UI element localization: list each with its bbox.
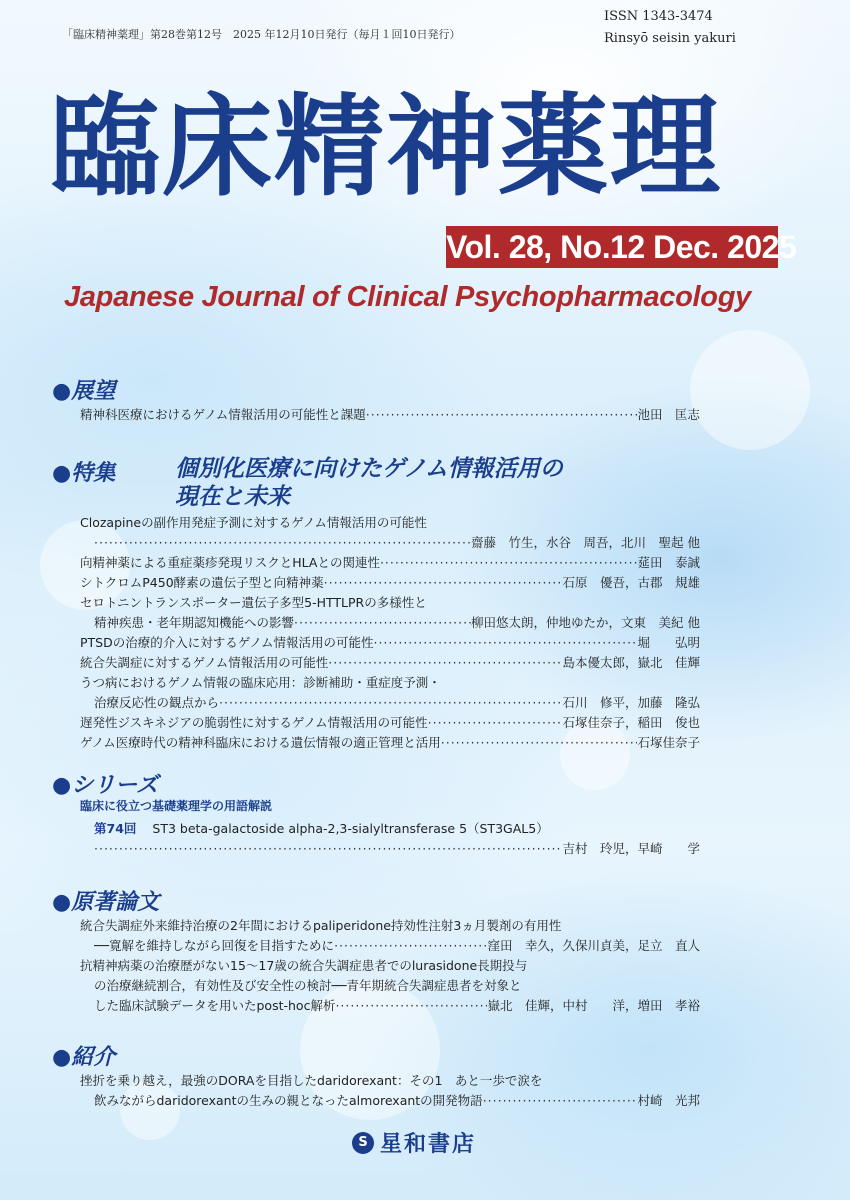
toc-entry[interactable]: [80, 654, 700, 672]
toc-entry[interactable]: [94, 977, 700, 995]
toc-entry[interactable]: [94, 840, 700, 858]
toc-entry-title: Clozapineの副作用発症予測に対するゲノム情報活用の可能性: [80, 515, 427, 530]
toc-entry[interactable]: [94, 997, 700, 1015]
toc-entry-author: 柳田悠太朗，仲地ゆたか，文東 美紀 他: [471, 615, 700, 630]
volume-banner: Vol. 28, No.12 Dec. 2025: [446, 226, 778, 268]
toc-leader: [380, 554, 638, 572]
feature-title-line1: 個別化医療に向けたゲノム情報活用の: [175, 456, 563, 482]
toc-entry-title: 抗精神病薬の治療歴がない15～17歳の統合失調症患者でのlurasidone長期投与: [80, 958, 528, 973]
toc-entry-author: 石塚佳奈子，稲田 俊也: [562, 715, 700, 730]
toc-leader: [334, 937, 487, 955]
issue-info: 「臨床精神薬理」第28巻第12号 2025 年12月10日発行（毎月１回10日発行）: [62, 28, 461, 41]
english-title: Japanese Journal of Clinical Psychopharmacology: [64, 281, 751, 313]
toc-entry-author: 村崎 光邦: [637, 1093, 700, 1108]
decorative-bubble: [690, 330, 810, 450]
publisher: [352, 1127, 476, 1158]
toc-entry-title: 精神科医療におけるゲノム情報活用の可能性と課題: [80, 407, 366, 422]
toc-entry-title: ST3 beta-galactoside alpha-2,3-sialyltransferase 5（ST3GAL5）: [152, 821, 549, 836]
toc-leader: [324, 574, 563, 592]
toc-entry-author: 石原 優吾，古郡 規雄: [562, 575, 700, 590]
toc-entry-author: 齋藤 竹生，水谷 周吾，北川 聖起 他: [471, 535, 700, 550]
toc-leader: [483, 1092, 638, 1110]
toc-entry[interactable]: [94, 694, 700, 712]
toc-entry-author: 石川 修平，加藤 隆弘: [562, 695, 700, 710]
toc-entry[interactable]: [94, 937, 700, 955]
toc-leader: [94, 534, 471, 552]
toc-entry[interactable]: [94, 1092, 700, 1110]
section-heading-tenbou: ●展望: [52, 379, 116, 404]
toc-entry[interactable]: [80, 594, 700, 612]
toc-entry-author: 島本優太郎，嶽北 佳輝: [562, 655, 700, 670]
toc-entry-title: 挫折を乗り越え，最強のDORAを目指したdaridorexant：その1 あと一歩で涙を: [80, 1073, 543, 1088]
toc-entry[interactable]: [80, 554, 700, 572]
toc-entry-title: 向精神薬による重症薬疹発現リスクとHLAとの関連性: [80, 555, 380, 570]
toc-entry-title: セロトニントランスポーター遺伝子多型5-HTTLPRの多様性と: [80, 595, 427, 610]
toc-entry[interactable]: [80, 917, 700, 935]
toc-leader: [294, 614, 471, 632]
toc-entry[interactable]: [80, 674, 700, 692]
toc-entry[interactable]: [80, 406, 700, 424]
publisher-logo-icon: S: [352, 1132, 374, 1154]
romaji-title: Rinsyō seisin yakuri: [604, 31, 736, 46]
feature-title: [175, 455, 563, 511]
toc-entry[interactable]: [80, 574, 700, 592]
toc-entry[interactable]: [80, 734, 700, 752]
toc-entry-title: の治療継続割合，有効性及び安全性の検討──青年期統合失調症患者を対象と: [94, 978, 522, 993]
toc-leader: [373, 634, 637, 652]
toc-entry[interactable]: [94, 820, 700, 838]
toc-entry-title: 飲みながらdaridorexantの生みの親となったalmorexantの開発物語: [94, 1093, 483, 1108]
toc-leader: [219, 694, 562, 712]
toc-leader: [428, 714, 563, 732]
toc-entry-author: 堀 弘明: [637, 635, 700, 650]
toc-entry-title: した臨床試験データを用いたpost-hoc解析: [94, 998, 336, 1013]
issn-number: ISSN 1343-3474: [604, 9, 713, 24]
toc-entry[interactable]: [80, 514, 700, 532]
toc-entry-author: 窪田 幸久，久保川貞美，足立 直人: [487, 938, 700, 953]
toc-entry-title: ──寛解を維持しながら回復を目指すために: [94, 938, 335, 953]
toc-entry-author: 吉村 玲児，早崎 学: [562, 841, 700, 856]
toc-entry[interactable]: [80, 1072, 700, 1090]
toc-entry-author: 莚田 泰誠: [637, 555, 700, 570]
section-heading-series: ●シリーズ: [52, 773, 159, 798]
toc-entry-title: ゲノム医療時代の精神科臨床における遺伝情報の適正管理と活用: [80, 735, 441, 750]
journal-title: 臨床精神薬理: [50, 83, 722, 211]
toc-entry-title: 治療反応性の観点から: [94, 695, 220, 710]
toc-entry-title: 統合失調症に対するゲノム情報活用の可能性: [80, 655, 329, 670]
toc-entry[interactable]: [80, 957, 700, 975]
feature-title-line2: 現在と未来: [175, 484, 290, 510]
toc-entry-title: 統合失調症外来維持治療の2年間におけるpaliperidone持効性注射3ヵ月製剤の有用性: [80, 918, 562, 933]
series-number: 第74回: [94, 821, 137, 836]
toc-leader: [441, 734, 638, 752]
toc-leader: [94, 840, 562, 858]
toc-leader: [328, 654, 562, 672]
section-heading-introduction: ●紹介: [52, 1045, 116, 1070]
toc-entry-title: 精神疾患・老年期認知機能への影響: [94, 615, 295, 630]
toc-entry[interactable]: [94, 534, 700, 552]
toc-entry[interactable]: [94, 614, 700, 632]
toc-entry-title: シトクロムP450酵素の遺伝子型と向精神薬: [80, 575, 324, 590]
toc-leader: [366, 406, 638, 424]
issn-block: [604, 6, 736, 50]
toc-entry[interactable]: [80, 634, 700, 652]
toc-entry-title: PTSDの治療的介入に対するゲノム情報活用の可能性: [80, 635, 374, 650]
publisher-name: 星和書店: [380, 1132, 477, 1157]
series-subtitle: 臨床に役立つ基礎薬理学の用語解説: [80, 799, 273, 813]
toc-entry-title: うつ病におけるゲノム情報の臨床応用：診断補助・重症度予測・: [80, 675, 441, 690]
toc-leader: [335, 997, 487, 1015]
toc-entry-author: 嶽北 佳輝，中村 洋，増田 孝裕: [487, 998, 700, 1013]
toc-entry[interactable]: [80, 714, 700, 732]
section-heading-original-articles: ●原著論文: [52, 890, 160, 915]
section-heading-tokushu: ●特集: [52, 461, 116, 486]
toc-entry-author: 石塚佳奈子: [637, 735, 700, 750]
toc-entry-author: 池田 匡志: [637, 407, 700, 422]
toc-entry-title: 遅発性ジスキネジアの脆弱性に対するゲノム情報活用の可能性: [80, 715, 428, 730]
